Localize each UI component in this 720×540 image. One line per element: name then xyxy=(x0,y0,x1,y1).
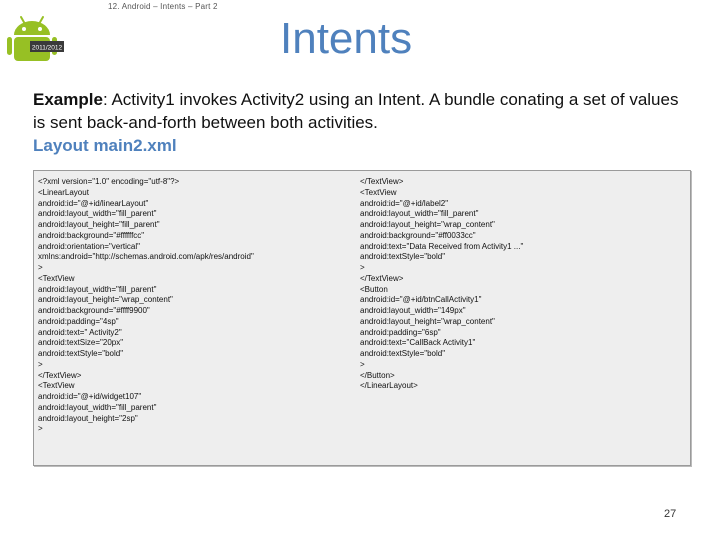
code-line: android:layout_height="wrap_content" xyxy=(360,220,495,229)
code-line: android:orientation="vertical" xyxy=(38,241,140,251)
code-line: android:id="@+id/widget107" xyxy=(38,392,142,401)
code-line: android:layout_width="fill_parent" xyxy=(38,402,157,412)
page-number: 27 xyxy=(664,508,677,520)
logo-year-text: 2011/2012 xyxy=(31,44,63,52)
code-line: </TextView> xyxy=(38,370,82,380)
intro-text: : Activity1 invokes Activity2 using an Intent. A bundle conating a set of values is sent back-and-forth between both activities. xyxy=(33,90,679,132)
header-caption: 12. Android – Intents – Part 2 xyxy=(108,2,218,11)
code-line: android:padding="6sp" xyxy=(360,327,441,337)
code-line: android:textSize="20px" xyxy=(38,338,124,348)
android-logo xyxy=(6,8,64,66)
code-line: > xyxy=(38,359,43,369)
code-line: android:padding="4sp" xyxy=(38,316,119,326)
code-line: android:textStyle="bold" xyxy=(360,349,446,358)
code-line: > xyxy=(360,359,365,369)
code-line: android:layout_width="fill_parent" xyxy=(38,209,157,219)
intro-paragraph xyxy=(33,88,693,134)
code-column-left xyxy=(38,177,254,435)
code-line: <?xml version="1.0" encoding="utf-8"?> xyxy=(38,177,180,186)
code-line: </TextView> xyxy=(360,273,404,283)
code-line: android:text="Data Received from Activity1 ..." xyxy=(360,241,524,251)
code-line: android:id="@+id/btnCallActivity1" xyxy=(360,295,482,305)
code-line: > xyxy=(38,263,43,272)
code-line: android:layout_height="fill_parent" xyxy=(38,220,160,229)
intro-label: Example xyxy=(33,90,103,109)
code-line: android:textStyle="bold" xyxy=(360,252,446,262)
code-box xyxy=(33,170,691,466)
code-line: xmlns:android="http://schemas.android.com/apk/res/android" xyxy=(38,252,254,262)
code-line: </LinearLayout> xyxy=(360,381,418,391)
code-line: <TextView xyxy=(38,381,75,391)
android-robot-icon xyxy=(6,8,64,66)
code-line: android:layout_height="wrap_content" xyxy=(38,295,173,305)
slide-title: Intents xyxy=(280,14,413,63)
code-line: android:text="CallBack Activity1" xyxy=(360,338,476,348)
code-line: android:text=" Activity2" xyxy=(38,327,122,337)
code-line: <TextView xyxy=(38,273,75,283)
code-line: </Button> xyxy=(360,370,395,380)
code-line: android:textStyle="bold" xyxy=(38,349,124,358)
code-line: android:layout_width="fill_parent" xyxy=(360,209,479,219)
code-line: <LinearLayout xyxy=(38,187,89,197)
code-line: <Button xyxy=(360,284,388,294)
code-line: android:background="#ffff9900" xyxy=(38,306,150,315)
code-line: android:background="#ffffffcc" xyxy=(38,230,145,240)
code-line: </TextView> xyxy=(360,177,404,186)
code-line: android:layout_width="149px" xyxy=(360,306,466,315)
code-line: android:background="#ff0033cc" xyxy=(360,230,476,240)
code-line: > xyxy=(360,263,365,272)
code-line: android:id="@+id/label2" xyxy=(360,198,449,208)
code-line: android:id="@+id/linearLayout" xyxy=(38,198,149,208)
layout-heading: Layout main2.xml xyxy=(33,136,177,155)
code-line: android:layout_height="wrap_content" xyxy=(360,316,495,326)
code-line: android:layout_height="2sp" xyxy=(38,413,138,423)
code-line: > xyxy=(38,424,43,434)
code-line: android:layout_width="fill_parent" xyxy=(38,284,157,294)
code-column-right xyxy=(360,177,523,392)
code-line: <TextView xyxy=(360,187,397,197)
